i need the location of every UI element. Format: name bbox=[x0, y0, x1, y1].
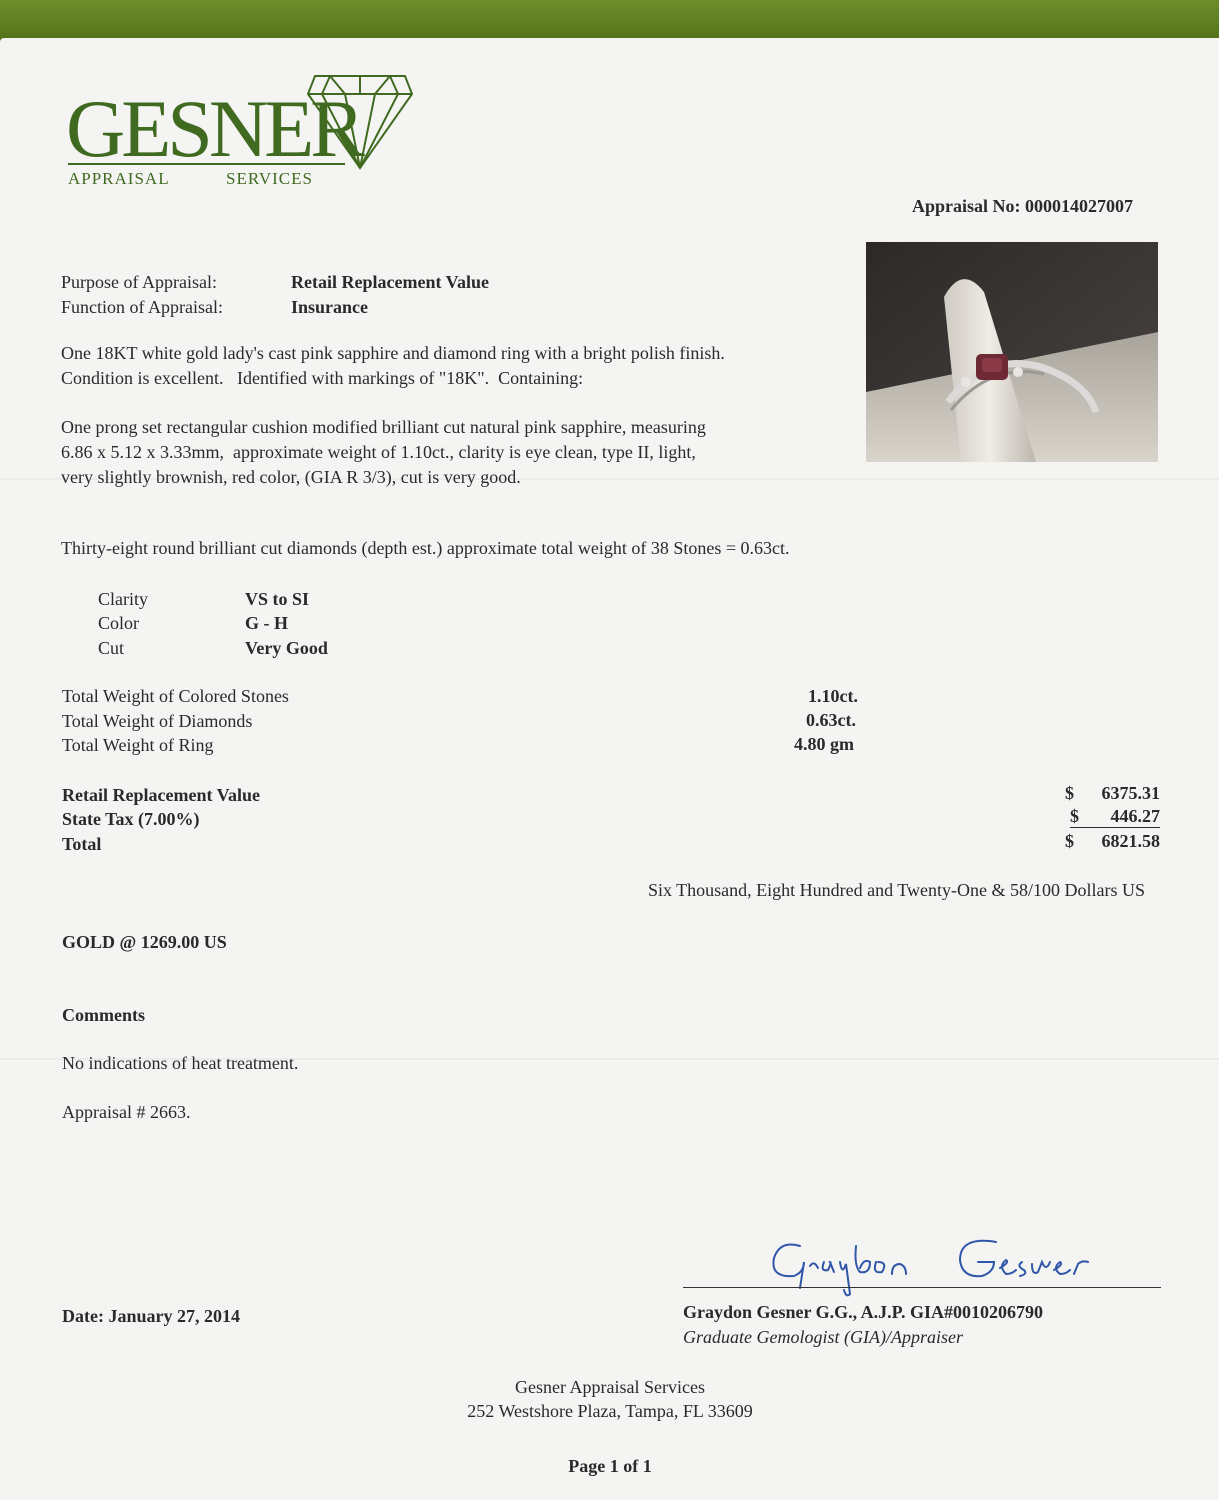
clarity-value: VS to SI bbox=[245, 589, 310, 609]
total-value: 6821.58 bbox=[1101, 831, 1160, 851]
total-currency: $ bbox=[1065, 831, 1074, 851]
weight-label: Total Weight of Diamonds bbox=[62, 711, 253, 731]
comment-line: Appraisal # 2663. bbox=[62, 1102, 191, 1122]
weight-value: 4.80 gm bbox=[794, 734, 854, 754]
sapphire-line: very slightly brownish, red color, (GIA R 3/3), cut is very good. bbox=[61, 467, 521, 487]
retail-currency: $ bbox=[1065, 783, 1074, 803]
function-label: Function of Appraisal: bbox=[61, 297, 223, 317]
diamonds-line: Thirty-eight round brilliant cut diamonds (depth est.) approximate total weight of 38 Stones = 0.63ct. bbox=[61, 538, 790, 558]
sapphire-line: One prong set rectangular cushion modified brilliant cut natural pink sapphire, measuring bbox=[61, 417, 706, 437]
cut-label: Cut bbox=[98, 638, 125, 658]
color-label: Color bbox=[98, 613, 140, 633]
weight-value: 0.63ct. bbox=[806, 710, 856, 730]
description-line: One 18KT white gold lady's cast pink sapphire and diamond ring with a bright polish finish. bbox=[61, 343, 725, 363]
tax-value: 446.27 bbox=[1110, 806, 1160, 826]
footer-address: 252 Westshore Plaza, Tampa, FL 33609 bbox=[467, 1401, 753, 1421]
weight-value: 1.10ct. bbox=[808, 686, 858, 706]
gold-price: GOLD @ 1269.00 US bbox=[62, 932, 227, 952]
function-value: Insurance bbox=[291, 297, 369, 317]
tax-currency: $ bbox=[1070, 806, 1079, 826]
purpose-label: Purpose of Appraisal: bbox=[61, 272, 217, 292]
weight-label: Total Weight of Ring bbox=[62, 735, 214, 755]
handwritten-signature bbox=[760, 1232, 1100, 1302]
appraiser-name: Graydon Gesner G.G., A.J.P. GIA#0010206790 bbox=[683, 1302, 1044, 1322]
logo-sub-right: SERVICES bbox=[226, 169, 313, 188]
appraisal-number bbox=[912, 194, 1172, 219]
description-line: Condition is excellent. Identified with markings of "18K". Containing: bbox=[61, 368, 584, 388]
tax-label: State Tax (7.00%) bbox=[62, 809, 200, 829]
total-in-words: Six Thousand, Eight Hundred and Twenty-One & 58/100 Dollars US bbox=[647, 880, 1145, 900]
clarity-label: Clarity bbox=[98, 589, 148, 609]
appraisal-no-value: 000014027007 bbox=[1025, 196, 1134, 216]
weight-label: Total Weight of Colored Stones bbox=[62, 686, 289, 706]
retail-value: 6375.31 bbox=[1101, 783, 1160, 803]
comments-heading: Comments bbox=[62, 1005, 145, 1025]
ring-photo bbox=[866, 242, 1158, 462]
purpose-value: Retail Replacement Value bbox=[291, 272, 489, 292]
color-value: G - H bbox=[245, 613, 288, 633]
total-label: Total bbox=[62, 834, 102, 854]
cut-value: Very Good bbox=[245, 638, 328, 658]
sapphire-line: 6.86 x 5.12 x 3.33mm, approximate weight of 1.10ct., clarity is eye clean, type II, light, bbox=[61, 442, 696, 462]
tax-amount bbox=[1070, 805, 1160, 828]
appraisal-no-label: Appraisal No: bbox=[912, 196, 1021, 216]
footer-company: Gesner Appraisal Services bbox=[515, 1377, 705, 1397]
logo-text: GESNER bbox=[66, 83, 361, 174]
retail-label: Retail Replacement Value bbox=[62, 785, 260, 805]
logo-sub-left: APPRAISAL bbox=[68, 169, 170, 188]
appraisal-date: Date: January 27, 2014 bbox=[62, 1306, 240, 1326]
page-number: Page 1 of 1 bbox=[568, 1456, 652, 1476]
appraiser-title: Graduate Gemologist (GIA)/Appraiser bbox=[683, 1327, 963, 1347]
gesner-logo bbox=[60, 70, 420, 195]
comment-line: No indications of heat treatment. bbox=[62, 1053, 299, 1073]
signature-line bbox=[683, 1287, 1161, 1288]
